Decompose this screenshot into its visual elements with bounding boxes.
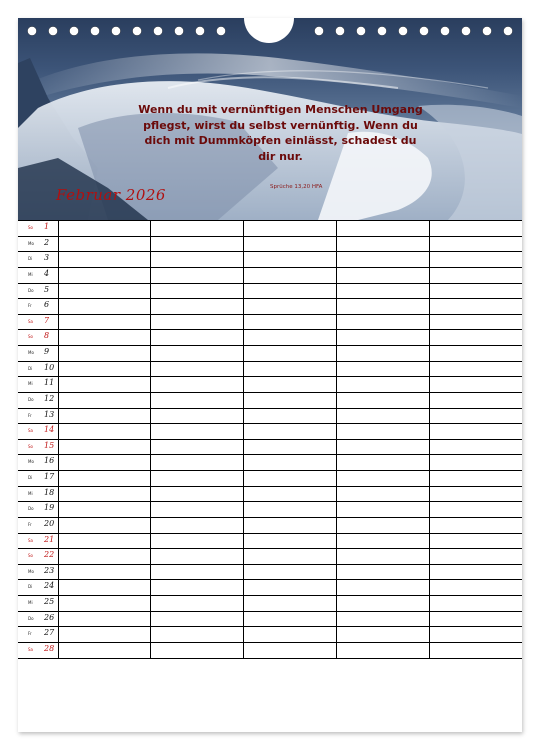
calendar-row [18,533,522,549]
entry-cell[interactable] [244,517,337,533]
entry-cell[interactable] [429,580,522,596]
entry-cell[interactable] [58,361,151,377]
calendar-row [18,642,522,658]
weekday-label: Mo [28,350,34,355]
entry-cell[interactable] [58,267,151,283]
entry-cell[interactable] [58,439,151,455]
entry-cell[interactable] [58,564,151,580]
entry-cell[interactable] [58,455,151,471]
weekday-label: Fr [28,521,32,527]
calendar-row [18,517,522,533]
entry-cell[interactable] [244,502,337,518]
date-number: 5 [44,284,50,294]
entry-cell[interactable] [336,549,429,565]
entry-cell[interactable] [244,377,337,393]
calendar-row [18,314,522,330]
weekday-label: So [28,334,33,340]
date-number: 3 [44,253,50,263]
date-number: 27 [44,628,55,638]
day-cell [18,408,58,424]
header-photo [18,18,522,220]
date-number: 1 [44,222,50,231]
date-number: 21 [44,534,55,544]
entry-cell[interactable] [58,299,151,315]
date-number: 20 [44,518,55,528]
calendar-row [18,346,522,362]
entry-cell[interactable] [151,283,244,299]
entry-cell[interactable] [336,361,429,377]
day-cell [18,455,58,471]
date-number: 8 [44,331,50,341]
day-cell [18,611,58,627]
entry-cell[interactable] [336,439,429,455]
date-number: 12 [44,393,55,403]
entry-cell[interactable] [151,330,244,346]
day-cell [18,392,58,408]
entry-cell[interactable] [429,549,522,565]
entry-cell[interactable] [336,346,429,362]
entry-cell[interactable] [151,236,244,252]
calendar-row [18,424,522,440]
entry-cell[interactable] [151,596,244,612]
entry-cell[interactable] [429,314,522,330]
weekday-label: Di [28,256,33,262]
entry-cell[interactable] [244,564,337,580]
calendar-row [18,361,522,377]
entry-cell[interactable] [58,471,151,487]
weekday-label: Do [28,615,34,621]
calendar-row [18,549,522,565]
entry-cell[interactable] [244,236,337,252]
weekday-label: Do [28,506,34,512]
weekday-label: So [28,225,33,230]
day-cell [18,517,58,533]
entry-cell[interactable] [151,267,244,283]
entry-cell[interactable] [58,627,151,643]
entry-cell[interactable] [151,611,244,627]
entry-cell[interactable] [151,424,244,440]
entry-cell[interactable] [151,392,244,408]
day-cell [18,377,58,393]
calendar-row [18,408,522,424]
weekday-label: Mo [28,568,34,574]
entry-cell[interactable] [429,252,522,268]
entry-cell[interactable] [58,596,151,612]
entry-cell[interactable] [429,564,522,580]
entry-cell[interactable] [429,439,522,455]
date-number: 4 [44,268,50,278]
weekday-label: Fr [28,631,32,637]
weekday-label: Sa [28,537,33,543]
entry-cell[interactable] [244,455,337,471]
weekday-label: So [28,553,33,559]
date-number: 25 [44,597,55,606]
entry-cell[interactable] [244,471,337,487]
entry-cell[interactable] [58,346,151,362]
day-cell [18,596,58,612]
entry-cell[interactable] [58,377,151,393]
weekday-label: Di [28,584,33,590]
date-number: 19 [44,503,55,513]
date-number: 28 [44,643,55,653]
entry-cell[interactable] [429,346,522,362]
entry-cell[interactable] [244,486,337,502]
entry-cell[interactable] [429,283,522,299]
date-number: 14 [44,425,55,435]
calendar-row [18,596,522,612]
day-cell [18,502,58,518]
weekday-label: Mo [28,459,34,465]
date-number: 10 [44,362,55,372]
calendar-grid [18,220,522,659]
calendar-row [18,221,522,237]
entry-cell[interactable] [151,221,244,237]
entry-cell[interactable] [336,580,429,596]
entry-cell[interactable] [151,346,244,362]
entry-cell[interactable] [151,314,244,330]
entry-cell[interactable] [429,502,522,518]
entry-cell[interactable] [151,486,244,502]
binding-holes [18,18,522,48]
entry-cell[interactable] [151,471,244,487]
entry-cell[interactable] [151,361,244,377]
entry-cell[interactable] [336,424,429,440]
entry-cell[interactable] [336,221,429,237]
date-number: 22 [44,550,55,560]
entry-cell[interactable] [336,236,429,252]
day-cell [18,267,58,283]
entry-cell[interactable] [58,642,151,658]
entry-cell[interactable] [151,580,244,596]
entry-cell[interactable] [244,267,337,283]
weekday-label: Mi [28,490,33,496]
day-cell [18,486,58,502]
date-number: 17 [44,472,55,481]
entry-cell[interactable] [336,471,429,487]
entry-cell[interactable] [429,377,522,393]
entry-cell[interactable] [336,533,429,549]
date-number: 11 [44,378,55,388]
weekday-label: Sa [28,428,33,434]
entry-cell[interactable] [336,299,429,315]
entry-cell[interactable] [429,236,522,252]
entry-cell[interactable] [429,455,522,471]
entry-cell[interactable] [244,549,337,565]
entry-cell[interactable] [336,486,429,502]
entry-cell[interactable] [336,455,429,471]
entry-cell[interactable] [429,267,522,283]
entry-cell[interactable] [244,611,337,627]
day-cell [18,424,58,440]
weekday-label: Mo [28,240,34,246]
day-cell [18,361,58,377]
entry-cell[interactable] [336,517,429,533]
day-cell [18,252,58,268]
entry-cell[interactable] [58,580,151,596]
weekday-label: Mi [28,381,33,387]
entry-cell[interactable] [429,330,522,346]
calendar-page [18,18,522,732]
entry-cell[interactable] [58,549,151,565]
entry-cell[interactable] [151,549,244,565]
calendar-row [18,439,522,455]
entry-cell[interactable] [429,299,522,315]
entry-cell[interactable] [151,642,244,658]
entry-cell[interactable] [58,424,151,440]
entry-cell[interactable] [429,471,522,487]
entry-cell[interactable] [244,392,337,408]
date-number: 13 [44,409,55,419]
calendar-row [18,455,522,471]
day-cell [18,299,58,315]
date-number: 24 [44,581,55,591]
date-number: 23 [44,565,55,575]
day-cell [18,471,58,487]
weekday-label: Fr [28,303,32,309]
entry-cell[interactable] [336,330,429,346]
entry-cell[interactable] [58,533,151,549]
month-title: Februar 2026 [56,186,166,204]
entry-cell[interactable] [429,533,522,549]
entry-cell[interactable] [151,564,244,580]
entry-cell[interactable] [244,221,337,237]
entry-cell[interactable] [244,408,337,424]
calendar-row [18,564,522,580]
entry-cell[interactable] [244,580,337,596]
entry-cell[interactable] [151,439,244,455]
calendar-row [18,502,522,518]
entry-cell[interactable] [58,408,151,424]
date-number: 2 [44,237,50,247]
day-cell [18,236,58,252]
calendar-row [18,377,522,393]
entry-cell[interactable] [244,596,337,612]
date-number: 9 [44,347,50,356]
entry-cell[interactable] [151,377,244,393]
entry-cell[interactable] [244,642,337,658]
weekday-label: So [28,443,33,449]
entry-cell[interactable] [151,455,244,471]
day-cell [18,439,58,455]
entry-cell[interactable] [429,596,522,612]
day-cell [18,580,58,596]
entry-cell[interactable] [244,299,337,315]
entry-cell[interactable] [429,611,522,627]
entry-cell[interactable] [151,627,244,643]
calendar-row [18,330,522,346]
entry-cell[interactable] [58,330,151,346]
entry-cell[interactable] [336,611,429,627]
entry-cell[interactable] [58,517,151,533]
entry-cell[interactable] [151,408,244,424]
weekday-label: Mi [28,600,33,605]
weekday-label: Do [28,287,34,293]
entry-cell[interactable] [58,611,151,627]
weekday-label: Sa [28,646,33,652]
entry-cell[interactable] [151,252,244,268]
quote-source: Sprüche 13,20 HFA [270,184,323,190]
day-cell [18,533,58,549]
calendar-row [18,267,522,283]
date-number: 15 [44,440,55,450]
entry-cell[interactable] [244,252,337,268]
calendar-row [18,299,522,315]
entry-cell[interactable] [336,392,429,408]
entry-cell[interactable] [58,236,151,252]
weekday-label: Fr [28,412,32,418]
calendar-row [18,283,522,299]
entry-cell[interactable] [429,392,522,408]
entry-cell[interactable] [151,533,244,549]
entry-cell[interactable] [336,377,429,393]
entry-cell[interactable] [244,346,337,362]
entry-cell[interactable] [244,424,337,440]
entry-cell[interactable] [244,283,337,299]
entry-cell[interactable] [58,221,151,237]
calendar-row [18,392,522,408]
day-cell [18,221,58,237]
date-number: 7 [44,315,50,325]
entry-cell[interactable] [151,517,244,533]
entry-cell[interactable] [244,330,337,346]
entry-cell[interactable] [429,424,522,440]
entry-cell[interactable] [336,408,429,424]
entry-cell[interactable] [58,252,151,268]
entry-cell[interactable] [336,627,429,643]
weekday-label: Di [28,365,33,371]
bible-quote: Wenn du mit vernünftigen Menschen Umgang pflegst, wirst du selbst vernünftig. Wenn du dich mit Dummköpfen einlässt, schadest du dir nur. [138,103,423,163]
entry-cell[interactable] [336,267,429,283]
entry-cell[interactable] [58,314,151,330]
entry-cell[interactable] [244,314,337,330]
entry-cell[interactable] [336,314,429,330]
entry-cell[interactable] [151,502,244,518]
entry-cell[interactable] [429,486,522,502]
weekday-label: Di [28,475,33,480]
day-cell [18,330,58,346]
calendar-row [18,611,522,627]
calendar-row [18,580,522,596]
entry-cell[interactable] [244,533,337,549]
entry-cell[interactable] [429,408,522,424]
entry-cell[interactable] [336,642,429,658]
entry-cell[interactable] [336,252,429,268]
entry-cell[interactable] [244,439,337,455]
calendar-row [18,486,522,502]
entry-cell[interactable] [58,283,151,299]
entry-cell[interactable] [336,564,429,580]
day-cell [18,346,58,362]
weekday-label: Mi [28,271,33,277]
entry-cell[interactable] [336,502,429,518]
entry-cell[interactable] [429,627,522,643]
day-cell [18,314,58,330]
entry-cell[interactable] [244,627,337,643]
calendar-row [18,252,522,268]
date-number: 26 [44,612,55,622]
entry-cell[interactable] [58,502,151,518]
day-cell [18,549,58,565]
calendar-row [18,627,522,643]
entry-cell[interactable] [429,221,522,237]
weekday-label: Sa [28,318,33,324]
weekday-label: Do [28,396,34,402]
entry-cell[interactable] [429,642,522,658]
calendar-row [18,236,522,252]
calendar-row [18,471,522,487]
day-cell [18,642,58,658]
day-cell [18,564,58,580]
day-cell [18,627,58,643]
entry-cell[interactable] [336,283,429,299]
entry-cell[interactable] [429,361,522,377]
entry-cell[interactable] [58,486,151,502]
date-number: 18 [44,487,55,497]
entry-cell[interactable] [429,517,522,533]
date-number: 16 [44,456,55,466]
date-number: 6 [44,300,50,310]
entry-cell[interactable] [336,596,429,612]
day-cell [18,283,58,299]
entry-cell[interactable] [244,361,337,377]
entry-cell[interactable] [151,299,244,315]
entry-cell[interactable] [58,392,151,408]
